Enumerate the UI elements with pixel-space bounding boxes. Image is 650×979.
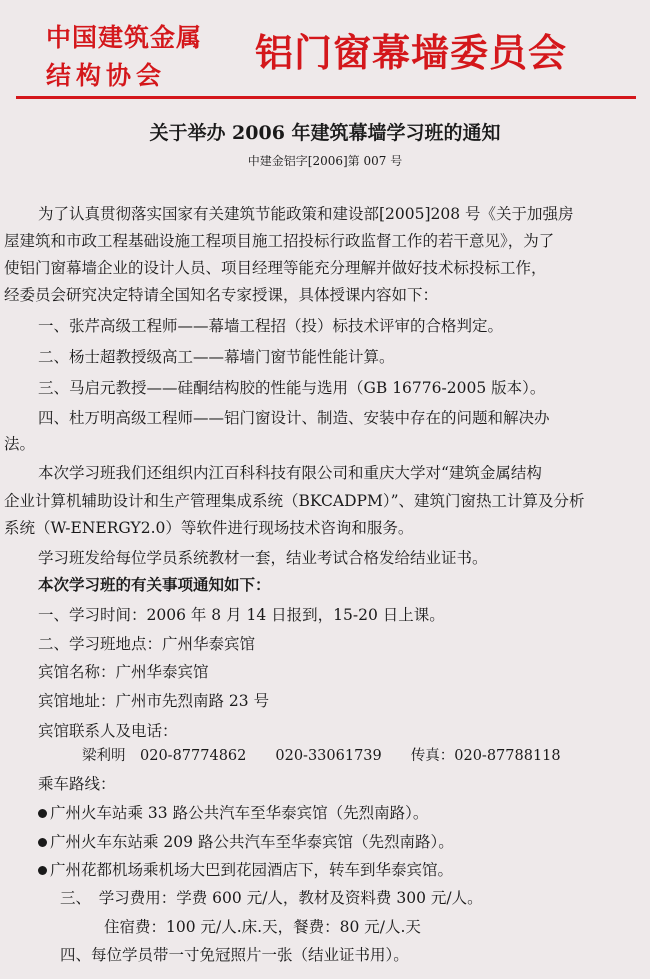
detail-line: 三、 学习费用：学费 600 元/人，教材及资料费 300 元/人。 — [60, 889, 483, 907]
lecture-item: 一、张芹高级工程师——幕墙工程招（投）标技术评审的合格判定。 — [38, 317, 504, 335]
letterhead-divider — [16, 96, 636, 99]
detail-line: 住宿费：100 元/人.床.天，餐费：80 元/人.天 — [104, 918, 421, 936]
body-line: 学习班发给每位学员系统教材一套，结业考试合格发给结业证书。 — [38, 549, 488, 567]
lecture-item: 三、马启元教授——硅酮结构胶的性能与选用（GB 16776-2005 版本）。 — [38, 379, 546, 397]
route-text: 广州火车站乘 33 路公共汽车至华泰宾馆（先烈南路）。 — [50, 804, 429, 822]
lecture-item-cont: 法。 — [4, 435, 36, 453]
org-name-line2: 结构协会 — [46, 61, 167, 90]
route-item — [38, 830, 454, 852]
detail-line: 二、学习班地点：广州华泰宾馆 — [38, 635, 256, 653]
body-line: 企业计算机辅助设计和生产管理集成系统（BKCADPM）”、建筑门窗热工计算及分析 — [4, 492, 585, 510]
bullet-icon — [38, 866, 47, 875]
body-line: 本次学习班我们还组织内江百科科技有限公司和重庆大学对“建筑金属结构 — [38, 464, 542, 482]
detail-line: 宾馆名称：广州华泰宾馆 — [38, 663, 209, 681]
notice-title: 关于举办 2006 年建筑幕墙学习班的通知 — [149, 122, 501, 144]
lecture-item: 二、杨士超教授级高工——幕墙门窗节能性能计算。 — [38, 348, 395, 366]
detail-line: 一、学习时间：2006 年 8 月 14 日报到，15-20 日上课。 — [38, 606, 445, 624]
committee-name: 铝门窗幕墙委员会 — [255, 31, 568, 75]
bullet-icon — [38, 809, 47, 818]
route-item — [38, 801, 428, 823]
letterhead — [0, 0, 650, 104]
lecture-item: 四、杜万明高级工程师——铝门窗设计、制造、安装中存在的问题和解决办 — [38, 409, 550, 427]
section-heading: 本次学习班的有关事项通知如下： — [38, 575, 271, 594]
bullet-icon — [38, 838, 47, 847]
body-line: 使铝门窗幕墙企业的设计人员、项目经理等能充分理解并做好技术标投标工作， — [4, 259, 547, 277]
detail-line: 四、每位学员带一寸免冠照片一张（结业证书用）。 — [60, 946, 409, 964]
body-line: 系统（W-ENERGY2.0）等软件进行现场技术咨询和服务。 — [4, 519, 414, 537]
route-item — [38, 858, 453, 880]
body-line: 屋建筑和市政工程基础设施工程项目施工招投标行政监督工作的若干意见》，为了 — [4, 232, 555, 250]
body-line: 经委员会研究决定特请全国知名专家授课，具体授课内容如下： — [4, 286, 439, 304]
org-name-line1: 中国建筑金属 — [46, 23, 203, 52]
detail-line: 乘车路线： — [38, 775, 116, 793]
route-text: 广州花都机场乘机场大巴到花园酒店下，转车到华泰宾馆。 — [50, 861, 454, 879]
document-number: 中建金铝字[2006]第 007 号 — [247, 154, 403, 168]
body-line: 为了认真贯彻落实国家有关建筑节能政策和建设部[2005]208 号《关于加强房 — [38, 205, 574, 223]
detail-line: 宾馆地址：广州市先烈南路 23 号 — [38, 692, 270, 710]
route-text: 广州火车东站乘 209 路公共汽车至华泰宾馆（先烈南路）。 — [50, 833, 454, 851]
contact-line: 梁利明 020-87774862 020-33061739 传真：020-87788118 — [82, 748, 561, 764]
detail-line: 宾馆联系人及电话： — [38, 722, 178, 740]
